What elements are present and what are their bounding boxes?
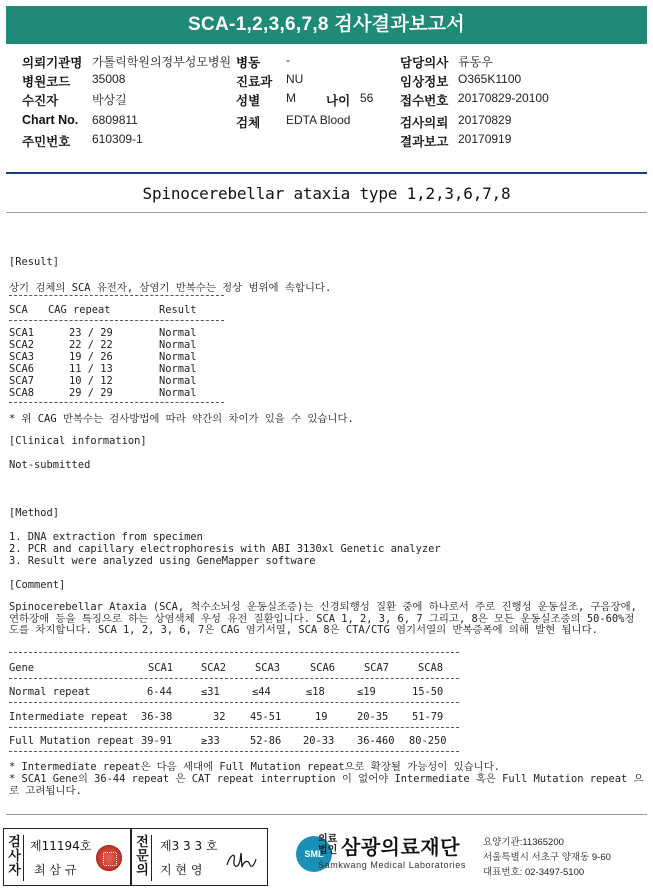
org-phone: 대표번호: 02-3497-5100 [483, 867, 585, 878]
table-cell: 20-35 [357, 711, 389, 723]
table-header-cell: SCA2 [201, 662, 227, 674]
specimen-value: EDTA Blood [286, 113, 351, 127]
resident-label: 주민번호 [22, 135, 71, 149]
chart-value: 6809811 [92, 113, 138, 127]
table-cell-sca: SCA7 [9, 375, 35, 387]
table-header-cell: SCA7 [364, 662, 390, 674]
comment-footnote: * SCA1 Gene의 36-44 repeat 은 CAT repeat interruption 이 없어야 Intermediate 혹은 Full Mutation repeat 으 [9, 773, 644, 785]
table-header-cell: Gene [9, 662, 35, 674]
comment-footnote: 로 고려됩니다. [9, 785, 82, 797]
hospital-code-value: 35008 [92, 72, 126, 86]
result-heading: [Result] [9, 256, 60, 268]
report-footer [0, 826, 653, 888]
table-cell-result: Normal [159, 363, 197, 375]
ward-value: - [286, 53, 290, 67]
table-cell: Full Mutation repeat [9, 735, 135, 747]
table-cell-cag: 19 / 26 [69, 351, 113, 363]
table-cell: Intermediate repeat [9, 711, 128, 723]
dept-value: NU [286, 72, 304, 86]
clinical-heading: [Clinical information] [9, 435, 147, 447]
result-summary: 상기 검체의 SCA 유전자, 삼염기 반복수는 정상 범위에 속합니다. [9, 282, 332, 294]
table-header-cell: SCA8 [418, 662, 444, 674]
table-cell-cag: 22 / 22 [69, 339, 113, 351]
table-cell-result: Normal [159, 375, 197, 387]
specialist-signature-box [131, 828, 268, 886]
table-cell: 15-50 [412, 686, 444, 698]
table-cell-sca: SCA8 [9, 387, 35, 399]
table-cell: 20-33 [303, 735, 335, 747]
org-address: 서울특별시 서초구 양재동 9-60 [483, 852, 611, 863]
table-cell-sca: SCA6 [9, 363, 35, 375]
method-heading: [Method] [9, 507, 60, 519]
hospital-code-label: 병원코드 [22, 75, 71, 89]
clinical-text: Not-submitted [9, 459, 91, 471]
institution-label: 의뢰기관명 [22, 56, 83, 70]
table-cell: 39-91 [141, 735, 173, 747]
result-table-rule [9, 320, 224, 321]
table-cell-sca: SCA2 [9, 339, 35, 351]
table-cell-cag: 11 / 13 [69, 363, 113, 375]
tester-license-no: 제11194호 [30, 839, 92, 853]
specialist-name: 지 현 영 [160, 863, 203, 877]
result-col-result: Result [159, 304, 197, 316]
seal-stamp-icon [96, 845, 122, 871]
table-cell-cag: 23 / 29 [69, 327, 113, 339]
institution-value: 가톨릭학원의정부성모병원 [92, 55, 232, 69]
specimen-label: 검체 [236, 116, 261, 130]
table-cell-result: Normal [159, 339, 197, 351]
sml-logo-icon: SML [296, 836, 332, 872]
specialist-license-no: 제3 3 3 호 [160, 839, 218, 853]
org-prefix-bottom: 법인 [318, 845, 338, 856]
examinee-label: 수진자 [22, 94, 59, 108]
table-cell-cag: 10 / 12 [69, 375, 113, 387]
table-cell-result: Normal [159, 387, 197, 399]
title-divider [6, 212, 647, 213]
comment-table-rule [9, 751, 459, 752]
result-table-rule [9, 402, 224, 403]
clinical-info-label: 임상정보 [400, 75, 449, 89]
table-header-cell: SCA3 [255, 662, 281, 674]
table-cell: 51-79 [412, 711, 444, 723]
table-cell: ≤44 [252, 686, 271, 698]
report-label: 결과보고 [400, 135, 449, 149]
accession-label: 접수번호 [400, 94, 449, 108]
age-label: 나이 [326, 94, 351, 108]
method-step: 3. Result were analyzed using GeneMapper software [9, 555, 316, 567]
table-cell-sca: SCA1 [9, 327, 35, 339]
accession-value: 20170829-20100 [458, 91, 549, 105]
clinical-info-value: O365K1100 [458, 72, 522, 86]
method-step: 2. PCR and capillary electrophoresis with ABI 3130xl Genetic analyzer [9, 543, 441, 555]
comment-footnote: * Intermediate repeat은 다음 세대에 Full Mutation repeat으로 확장될 가능성이 있습니다. [9, 761, 500, 773]
sex-label: 성별 [236, 94, 261, 108]
table-cell-result: Normal [159, 351, 197, 363]
table-header-cell: SCA1 [148, 662, 174, 674]
footer-divider [6, 814, 647, 815]
comment-table-rule [9, 678, 459, 679]
report-header-title: SCA-1,2,3,6,7,8 검사결과보고서 [6, 6, 647, 44]
report-date: 20170919 [458, 132, 512, 146]
request-label: 검사의뢰 [400, 116, 449, 130]
table-cell: 6-44 [147, 686, 173, 698]
comment-table-rule [9, 702, 459, 703]
result-col-sca: SCA [9, 304, 28, 316]
result-table-rule [9, 295, 224, 296]
org-english-name: Samkwang Medical Laboratories [318, 860, 466, 870]
comment-heading: [Comment] [9, 579, 66, 591]
examinee-value: 박상길 [92, 93, 127, 107]
org-name: 삼광의료재단 [341, 837, 460, 859]
age-value: 56 [360, 91, 374, 105]
comment-table-rule [9, 652, 459, 653]
table-cell: 19 [315, 711, 328, 723]
table-cell: ≤18 [306, 686, 325, 698]
table-cell: 36-38 [141, 711, 173, 723]
table-cell: Normal repeat [9, 686, 91, 698]
resident-value: 610309-1 [92, 132, 143, 146]
table-cell: 32 [213, 711, 226, 723]
comment-paragraph: Spinocerebellar Ataxia (SCA, 척수소뇌성 운동실조증)는 신경퇴행성 질환 중에 하나로서 주로 진행성 운동실조, 구음장애, 연하장애 등을 특징으로 하는 상염색체 우성 유전 질환입니다. SCA 1, 2, 3, 6, 7 그리고, 8은 모든 운동실조증의 50-60%정도를 차지합니다. SCA 1, 2, 3, 6, 7은 CAG 염기서열, SCA 8은 CTA/CTG 염기서열의 반복증폭에 의해 발현 됩니다. [9, 601, 637, 636]
report-title: Spinocerebellar ataxia type 1,2,3,6,7,8 [142, 184, 511, 203]
comment-table-rule [9, 727, 459, 728]
result-col-cag: CAG repeat [48, 304, 111, 316]
table-cell: ≤31 [201, 686, 220, 698]
doctor-label: 담당의사 [400, 56, 449, 70]
header-divider [6, 172, 647, 174]
table-cell: ≤19 [357, 686, 376, 698]
agency-code: 요양기관:11365200 [483, 837, 564, 848]
org-prefix-top: 의료 [318, 834, 338, 845]
dept-label: 진료과 [236, 75, 273, 89]
signature-icon [224, 847, 258, 873]
request-date: 20170829 [458, 113, 512, 127]
ward-label: 병동 [236, 56, 261, 70]
table-cell-result: Normal [159, 327, 197, 339]
tester-signature-box [3, 828, 131, 886]
table-cell: ≥33 [201, 735, 220, 747]
table-header-cell: SCA6 [310, 662, 336, 674]
table-cell: 45-51 [250, 711, 282, 723]
tester-name: 최 삼 규 [34, 863, 77, 877]
table-cell: 80-250 [409, 735, 447, 747]
sex-value: M [286, 91, 296, 105]
table-cell: 36-460 [357, 735, 395, 747]
specialist-label: 전문의 [134, 835, 152, 881]
table-cell-sca: SCA3 [9, 351, 35, 363]
method-step: 1. DNA extraction from specimen [9, 531, 203, 543]
doctor-value: 류동우 [458, 55, 493, 69]
table-cell: 52-86 [250, 735, 282, 747]
table-cell-cag: 29 / 29 [69, 387, 113, 399]
result-note: * 위 CAG 반복수는 검사방법에 따라 약간의 차이가 있을 수 있습니다. [9, 413, 354, 425]
tester-label: 검사자 [6, 835, 24, 881]
chart-label: Chart No. [22, 113, 79, 127]
